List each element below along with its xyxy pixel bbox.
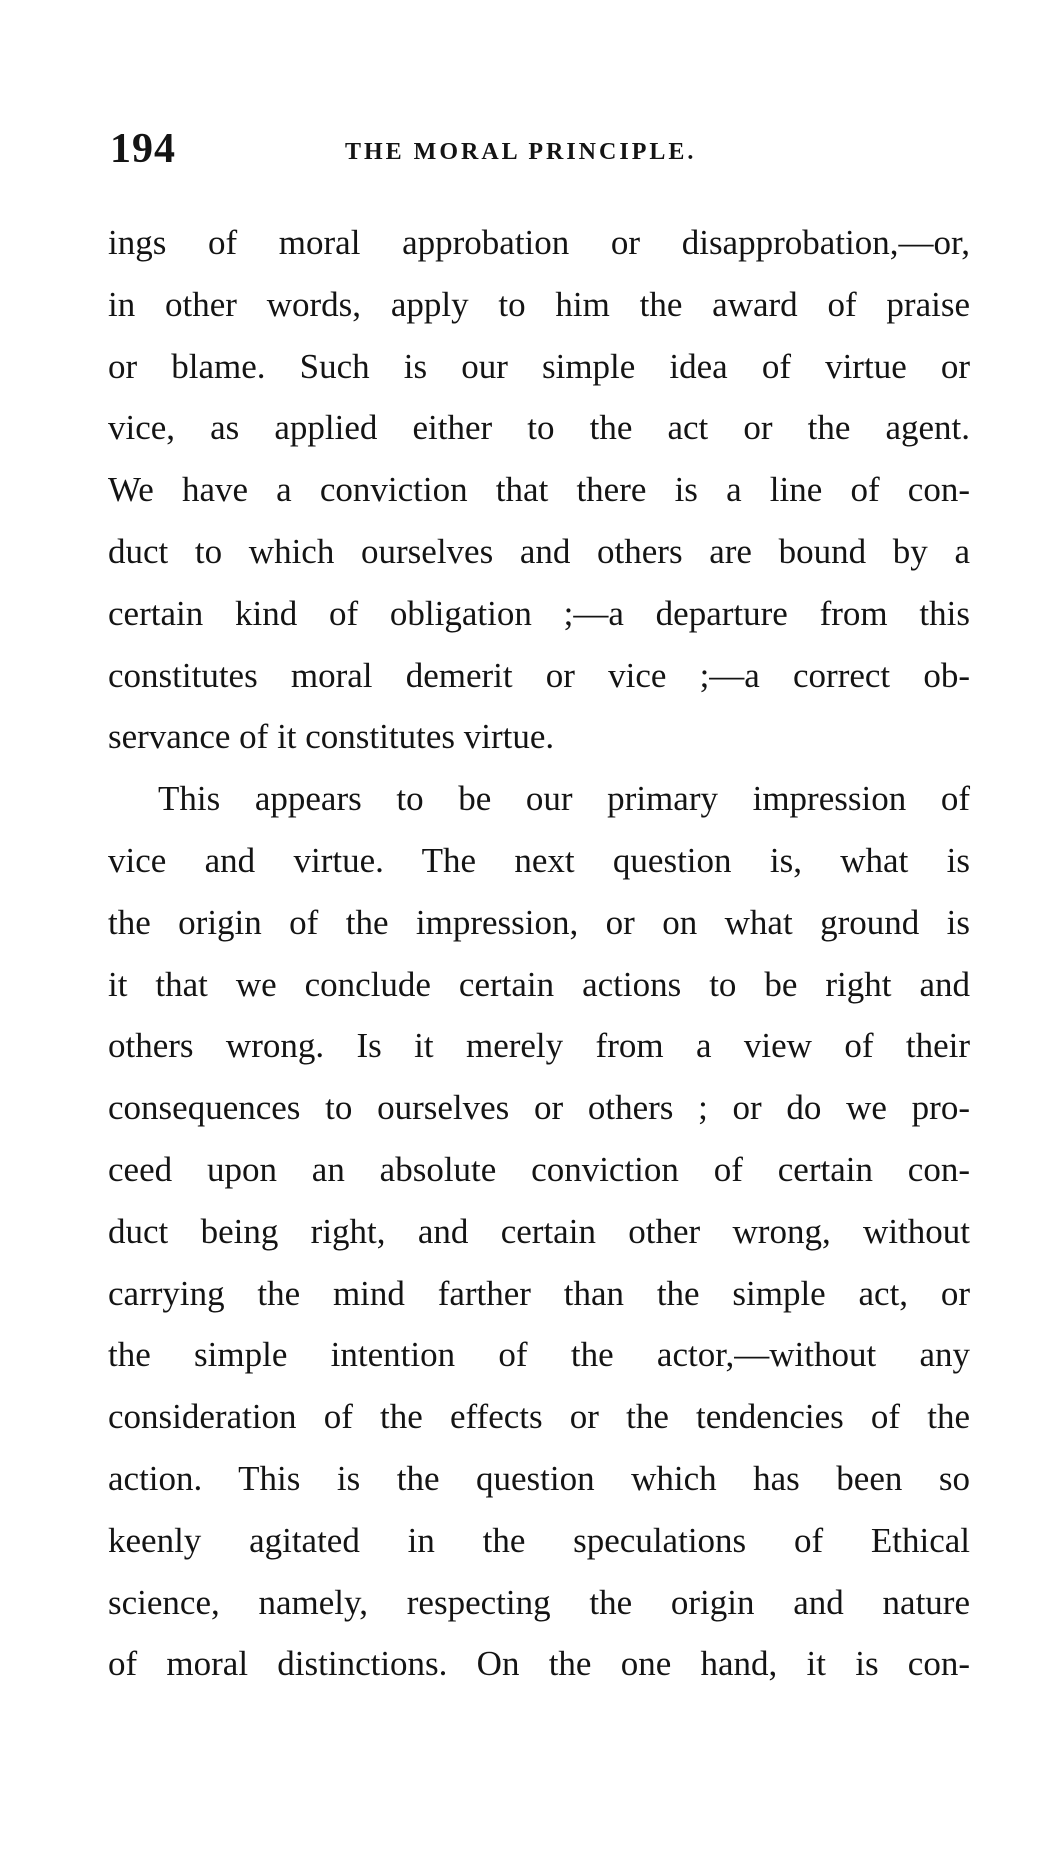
text-line: in other words, apply to him the award of praise <box>108 284 970 324</box>
text-line: vice and virtue. The next question is, what is <box>108 840 970 880</box>
text-line: of moral distinctions. On the one hand, it is con- <box>108 1644 970 1684</box>
body-text <box>108 212 970 1695</box>
text-line: or blame. Such is our simple idea of virtue or <box>108 346 970 386</box>
text-line: certain kind of obligation ;—a departure from this <box>108 593 970 633</box>
text-line: servance of it constitutes virtue. <box>108 717 555 757</box>
text-line: ings of moral approbation or disapprobation,—or, <box>108 223 970 262</box>
text-line: the origin of the impression, or on what ground is <box>108 902 970 942</box>
running-head: THE MORAL PRINCIPLE. <box>345 139 697 165</box>
text-line: vice, as applied either to the act or the agent. <box>108 408 970 448</box>
text-line: carrying the mind farther than the simple act, or <box>108 1273 970 1313</box>
text-line: We have a conviction that there is a line of con- <box>108 470 970 510</box>
text-line: constitutes moral demerit or vice ;—a correct ob- <box>108 655 970 695</box>
text-line: others wrong. Is it merely from a view of their <box>108 1026 970 1066</box>
paragraph <box>108 768 970 1695</box>
text-line: ceed upon an absolute conviction of certain con- <box>108 1149 970 1189</box>
text-line: duct to which ourselves and others are bound by a <box>108 531 970 571</box>
text-line: action. This is the question which has been so <box>108 1458 970 1498</box>
page-header <box>110 125 970 175</box>
text-line: consequences to ourselves or others ; or do we pro- <box>108 1088 970 1128</box>
text-line: consideration of the effects or the tendencies of the <box>108 1397 970 1437</box>
text-line: keenly agitated in the speculations of Ethical <box>108 1520 970 1560</box>
text-line: This appears to be our primary impression of <box>158 779 970 819</box>
page-number: 194 <box>110 126 176 172</box>
text-line: science, namely, respecting the origin and nature <box>108 1582 970 1622</box>
paragraph <box>108 212 970 768</box>
text-line: duct being right, and certain other wrong, without <box>108 1211 970 1251</box>
text-line: the simple intention of the actor,—without any <box>108 1335 970 1375</box>
text-line: it that we conclude certain actions to be right and <box>108 964 970 1004</box>
